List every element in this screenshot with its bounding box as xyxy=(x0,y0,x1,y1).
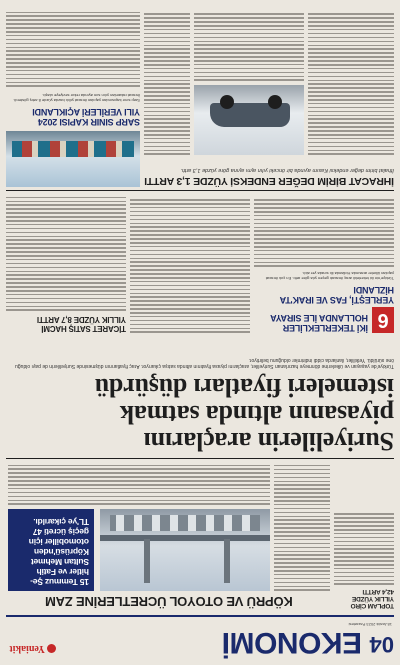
main-headline-1: Suriyelilerin araçlarını xyxy=(143,427,394,456)
export-story xyxy=(6,5,140,187)
trade-body xyxy=(6,193,126,311)
tolls-highlight-line: hitler ve Fatih xyxy=(36,567,89,577)
car-wheel xyxy=(220,95,234,109)
page-number: 04 xyxy=(369,632,394,657)
containers xyxy=(12,141,134,157)
masthead-date: 18 Aralık 2023 Pazartesi xyxy=(348,622,392,627)
price-body-left xyxy=(308,9,394,155)
brief-turnover xyxy=(334,509,394,609)
section-rule xyxy=(6,190,394,191)
main-headline-2: piyasanın altında satmak xyxy=(119,400,394,429)
section-title: EKONOMİ xyxy=(222,626,362,659)
export-headline-2: YILI VERİLERİ AÇIKLANDI xyxy=(32,107,140,117)
twowheeler-headline-1: İKİ TEKERLEKLİLER xyxy=(282,323,368,333)
brief-turnover-body xyxy=(334,509,394,585)
trade-headline-2: YILLIK YÜZDE 8,7 ARTTI xyxy=(37,315,126,324)
brief-turnover-title-2: YILLIK YÜZDE xyxy=(352,595,394,602)
main-deck: Türkiye'de yaşayan ve ülkelerine dönmeye hazırlanan Suriyeliler, araçlarını piyasa fiyatının altında satışa çıkarıyor. Araç fiyatlarının düşmesinde Suriyelilerin de payı olduğu öne sürüldü. Yetkililer, ilanlarda ciddi indirimler olduğunu belirtiyor. xyxy=(15,357,394,369)
tolls-highlight xyxy=(8,509,94,591)
export-headline-1: SARP SINIR KAPISI 2024 xyxy=(38,117,140,127)
bridge-tower xyxy=(224,539,230,583)
export-body xyxy=(6,7,140,87)
twowheeler-headline-2: HOLLANDA İLE SIRAYA xyxy=(270,313,368,323)
price-subhead: İthalat birim değer endeksi Kasım ayında bir önceki yılın aynı ayına göre yüzde 1,3 arttı. xyxy=(180,167,394,173)
twowheeler-story xyxy=(254,193,394,333)
car-wheel xyxy=(268,95,282,109)
tolls-highlight-line: TL'ye çıkarıldı. xyxy=(33,517,89,527)
tolls-photo xyxy=(100,509,270,591)
tolls-highlight-line: geçiş ücreti 47 xyxy=(32,527,89,537)
twowheeler-headline-4: HİZLANDI xyxy=(353,285,394,295)
logo-text: Yeniakit xyxy=(9,643,45,654)
trade-story xyxy=(6,193,126,333)
port-photo xyxy=(6,131,140,187)
main-headline-3: istemeleri fiyatları düşürdü xyxy=(94,373,394,402)
page-badge: 6 xyxy=(372,307,394,333)
twowheeler-body xyxy=(254,195,394,267)
price-body-right xyxy=(144,9,190,155)
price-headline: İHRACAT BİRİM DEĞER ENDEKSİ YÜZDE 1,3 ARTTI xyxy=(144,175,394,187)
section-rule xyxy=(6,458,394,459)
toll-booths xyxy=(110,515,260,531)
export-deck: Sarp sınır kapısından yapılan ihracat yıllık bazda yüzde 8 artış gösterdi. İhracat rakamları yılın son ayında rekor seviyeye ulaştı. xyxy=(13,93,140,103)
twowheeler-headline-3: YERLEŞTİ, FAS VE IRAK'TA xyxy=(279,295,394,305)
tolls-highlight-line: Sultan Mehmet xyxy=(31,557,89,567)
masthead xyxy=(6,609,394,661)
tolls-kicker: KÖPRÜ VE OTOYOL ÜCRETLERİNE ZAM xyxy=(45,594,293,609)
twowheeler-deck: Türkiye'nin iki tekerlekli araç ihracatı geçen yıla göre arttı. En çok ihracat yapılan ülkeler arasında Hollanda ilk sırada yer aldı. xyxy=(265,271,394,281)
tolls-body-bottom xyxy=(8,461,270,505)
brief-turnover-title-3: 42,4 ARTTI xyxy=(362,588,394,595)
brief-turnover-title-1: TOPLAM CİRO xyxy=(350,602,394,609)
price-body-bottom xyxy=(194,9,304,81)
bridge-deck xyxy=(100,535,270,541)
logo-mark-icon xyxy=(47,644,56,653)
center-column-body xyxy=(130,193,250,333)
price-index-story xyxy=(144,7,394,187)
bridge-tower xyxy=(144,539,150,583)
tolls-body-left xyxy=(274,461,330,591)
tolls-highlight-line: otomobiller için xyxy=(28,537,89,547)
car-photo xyxy=(194,85,304,155)
tolls-highlight-line: Köprüsü'nden xyxy=(34,547,89,557)
trade-headline-1: TİCARET SATIŞ HACMİ xyxy=(41,324,126,333)
tolls-highlight-line: 15 Temmuz Şe- xyxy=(30,577,89,587)
masthead-rule xyxy=(6,615,394,617)
main-story xyxy=(6,335,394,455)
logo xyxy=(6,639,56,655)
tolls-story xyxy=(8,459,330,609)
